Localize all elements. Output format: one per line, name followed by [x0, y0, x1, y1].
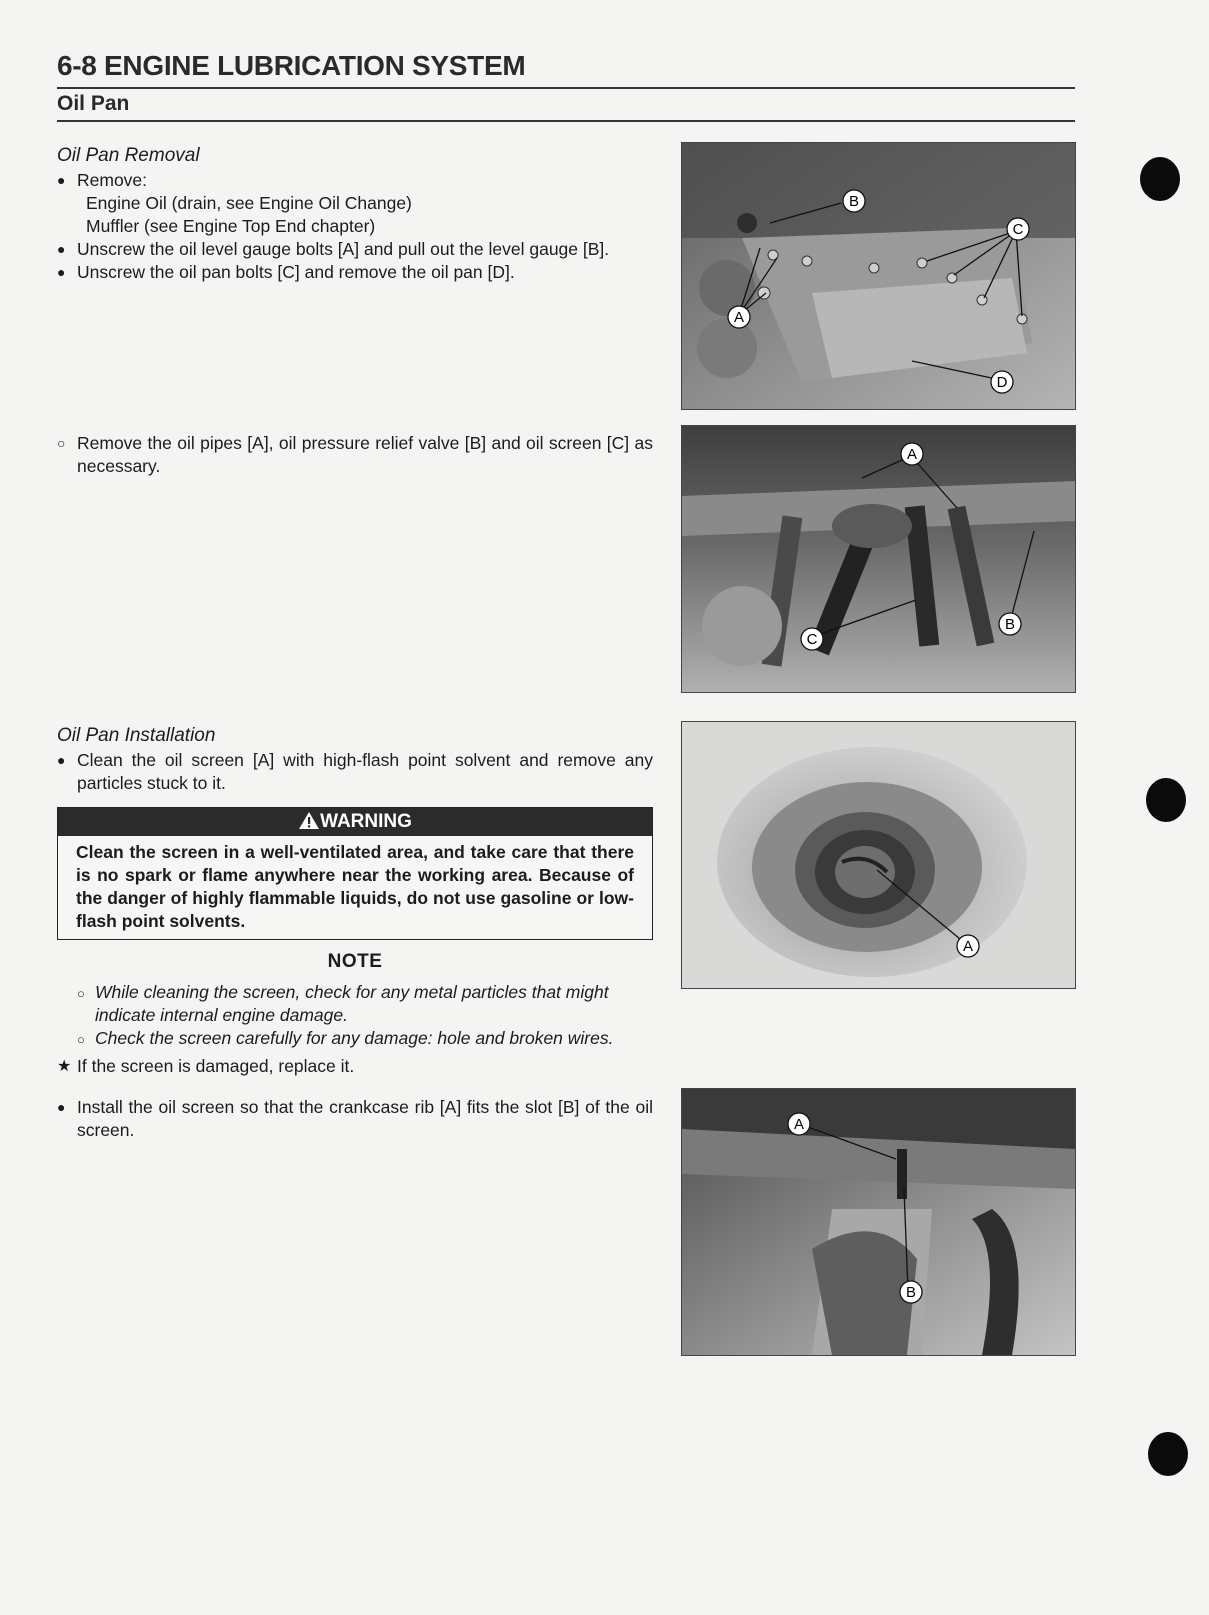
step-clean: Clean the oil screen [A] with high-flash point solvent and remove any particles stuck to it.	[77, 750, 653, 793]
section-title: Oil Pan	[57, 92, 130, 115]
list-item	[57, 1055, 653, 1078]
pipes-block	[57, 432, 653, 478]
page-title: 6-8 ENGINE LUBRICATION SYSTEM	[57, 50, 526, 81]
list-item	[57, 215, 653, 238]
binder-hole-middle	[1146, 778, 1186, 822]
callout-c: C	[1012, 221, 1024, 238]
figure-3-image	[682, 722, 1075, 988]
star-step: If the screen is damaged, replace it.	[77, 1056, 355, 1076]
warning-triangle-icon	[298, 811, 320, 830]
removal-heading: Oil Pan Removal	[57, 145, 200, 166]
binder-hole-bottom	[1148, 1432, 1188, 1476]
warning-label: WARNING	[320, 811, 412, 832]
star-block	[57, 1055, 653, 1078]
figure-oil-pan-bolts	[681, 142, 1076, 410]
figure-oil-pipes	[681, 425, 1076, 693]
list-item	[57, 432, 653, 478]
figure-2-image	[682, 426, 1075, 692]
note-text: Check the screen carefully for any damage: hole and broken wires.	[95, 1028, 614, 1048]
warning-box	[57, 807, 653, 940]
list-item	[57, 1096, 653, 1142]
callout-a: A	[962, 938, 974, 955]
warning-header	[58, 808, 652, 836]
note-item	[77, 1027, 671, 1050]
remove-item-muffler: Muffler (see Engine Top End chapter)	[86, 216, 376, 236]
callout-a: A	[906, 446, 918, 463]
bullet-icon: ●	[57, 241, 66, 257]
callout-a: A	[793, 1116, 805, 1133]
bullet-icon: ●	[57, 752, 66, 768]
star-icon: ★	[57, 1058, 72, 1075]
removal-block	[57, 144, 653, 284]
hollow-bullet-icon: ○	[57, 435, 66, 451]
bullet-icon: ●	[57, 1099, 66, 1115]
callout-d: D	[996, 374, 1008, 391]
list-item	[57, 169, 653, 192]
hollow-bullet-icon: ○	[77, 986, 85, 1001]
callout-b: B	[905, 1284, 917, 1301]
figure-crankcase-rib	[681, 1088, 1076, 1356]
bullet-icon: ●	[57, 264, 66, 280]
binder-hole-top	[1140, 157, 1180, 201]
figure-1-image	[682, 143, 1075, 409]
note-text: While cleaning the screen, check for any metal particles that might indicate internal engine damage.	[95, 982, 609, 1025]
figure-oil-screen	[681, 721, 1076, 989]
callout-a: A	[733, 309, 745, 326]
note-item	[77, 981, 671, 1027]
install-block	[57, 1096, 653, 1142]
list-item	[57, 192, 653, 215]
hollow-bullet-icon: ○	[77, 1032, 85, 1047]
installation-heading: Oil Pan Installation	[57, 725, 216, 746]
list-item	[57, 749, 653, 795]
callout-b: B	[848, 193, 860, 210]
remove-label: Remove:	[77, 170, 148, 190]
callout-b: B	[1004, 616, 1016, 633]
step-install: Install the oil screen so that the crankcase rib [A] fits the slot [B] of the oil screen.	[77, 1097, 653, 1140]
header-rule	[57, 87, 1075, 89]
step-gauge: Unscrew the oil level gauge bolts [A] and pull out the level gauge [B].	[77, 239, 610, 259]
list-item	[57, 261, 653, 284]
step-pipes: Remove the oil pipes [A], oil pressure relief valve [B] and oil screen [C] as necessary.	[77, 433, 653, 476]
installation-block	[57, 724, 653, 795]
callout-c: C	[806, 631, 818, 648]
remove-item-engine-oil: Engine Oil (drain, see Engine Oil Change)	[86, 193, 412, 213]
note-title: NOTE	[327, 951, 383, 972]
bullet-icon: ●	[57, 172, 66, 188]
step-pan: Unscrew the oil pan bolts [C] and remove the oil pan [D].	[77, 262, 515, 282]
list-item	[57, 238, 653, 261]
figure-4-image	[682, 1089, 1075, 1355]
warning-text: Clean the screen in a well-ventilated area, and take care that there is no spark or flame anywhere near the working area. Because of the danger of highly flammable liquids, do not use gasoline or low-flash point solvents.	[76, 842, 634, 931]
section-rule	[57, 120, 1075, 122]
